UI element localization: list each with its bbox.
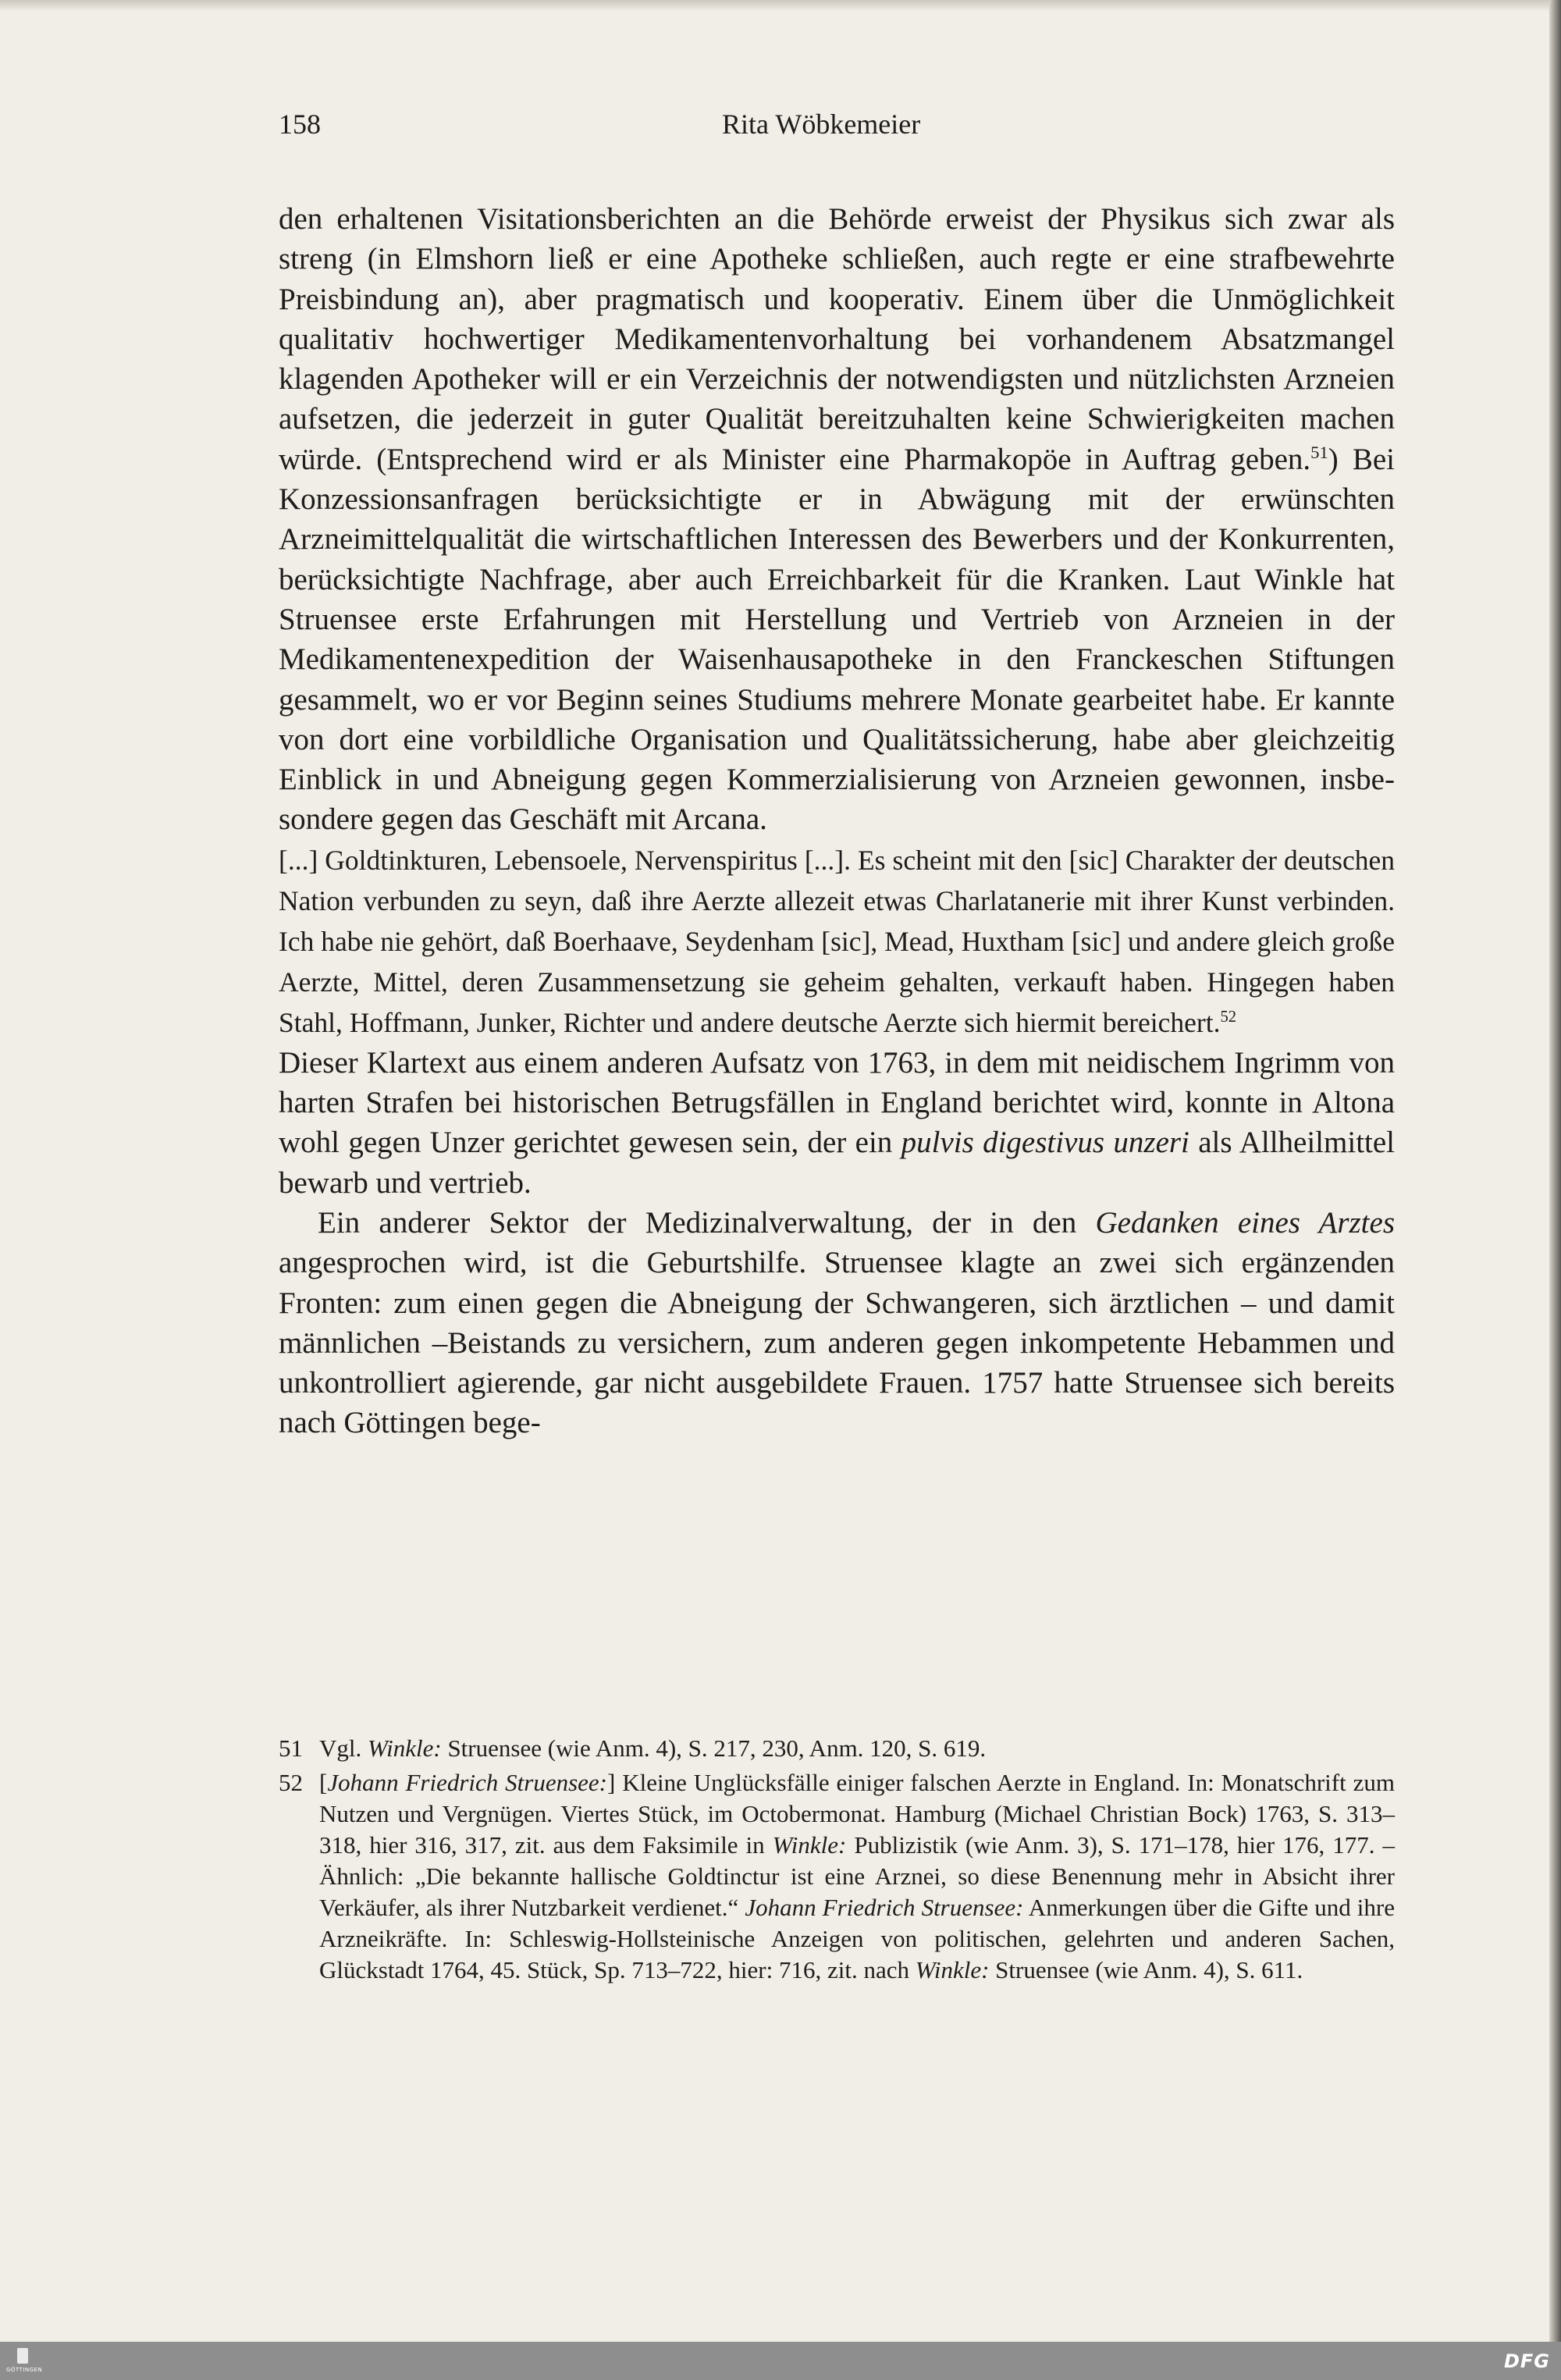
italic-run: Gedanken eines Arztes: [1095, 1205, 1395, 1240]
library-logo-icon: [17, 2348, 28, 2364]
text-run: Vgl.: [319, 1734, 368, 1762]
italic-run: Winkle:: [368, 1734, 442, 1762]
footnote-text: [319, 1769, 1395, 1983]
dfg-logo[interactable]: DFG: [1503, 2350, 1550, 2372]
library-logo-caption: GÖTTINGEN: [6, 2367, 43, 2373]
paragraph: [279, 1203, 1395, 1443]
main-text: [279, 199, 1395, 1443]
footnote: [279, 1767, 1395, 1986]
text-run: als Allheilmittel bewarb und vertrieb.: [279, 1126, 1396, 1200]
text-run: Anmerkungen über die Gifte und ihre Arzneikräfte. In: Schleswig-Hollsteinische Anzeigen von politischen, gelehrten und anderen Sachen, Glückstadt 1764, 45. Stück, Sp. 713–722, hier: 716, zit. nach: [319, 1894, 1395, 1983]
text-run: ) Bei Konzessionsanfragen berücksichtigte er in Abwägung mit der erwünschten Arzneimittelqualität die wirtschaftlichen Interessen des Bewerbers und der Konkurrenten, berücksichtigte Nachfrage, aber auch Erreichbarkeit für die Kranken. Laut Winkle hat Struensee erste Erfahrungen mit Herstellung und Vertrieb von Arzneien in der Medikamentenexpedition der Waisenhausapotheke in den Franckeschen Stiftungen gesammelt, wo er vor Beginn seines Studiums mehrere Monate gearbeitet habe. Er kannte von dort eine vorbildliche Organisation und Qualitätssicherung, habe aber gleichzeitig Einblick in und Abneigung gegen Kommerzialisierung von Arzneien gewonnen, insbesondere gegen das Geschäft mit Arcana.: [279, 442, 1395, 837]
page-number: 158: [279, 109, 321, 140]
text-run: Dieser Klartext aus einem anderen Aufsatz von 1763, in dem mit neidischem Ingrimm von harten Strafen bei historischen Betrugsfällen in England berichtet wird, konnte in Altona wohl gegen Unzer gerichtet gewesen sein, der ein: [279, 1045, 1395, 1160]
footnote: [279, 1733, 1395, 1764]
italic-run: Johann Friedrich Struensee:: [327, 1769, 607, 1796]
running-head: Rita Wöbkemeier: [722, 109, 921, 140]
viewer-bottom-bar: [0, 2342, 1561, 2380]
text-run: Ein anderer Sektor der Medizinalverwaltung, der in den: [318, 1205, 1096, 1240]
block-quote: [279, 840, 1395, 1043]
footnote-text: [319, 1734, 986, 1762]
text-run: den erhaltenen Visitationsberichten an die Behörde erweist der Physikus sich zwar als streng (in Elmshorn ließ er eine Apotheke schließen, auch regte er eine strafbewehrte Preisbindung an), aber pragmatisch und kooperativ. Einem über die Unmöglichkeit qualitativ hochwertiger Medikamentenvorhaltung bei vorhandenem Absatzmangel klagenden Apotheker will er ein Verzeichnis der notwendigsten und nützlichsten Arzneien aufsetzen, die jederzeit in guter Qualität bereitzuhalten keine Schwierigkeiten machen würde. (Entsprechend wird er als Minister eine Pharmakopöe in Auftrag geben.: [279, 202, 1395, 476]
paragraph: [279, 199, 1395, 840]
page-header: [279, 108, 1395, 147]
library-logo[interactable]: [6, 2346, 43, 2376]
text-run: [...] Goldtinkturen, Lebensoele, Nervenspiritus [...]. Es scheint mit den [sic] Charakter der deutschen Nation verbunden zu seyn, daß ihre Aerzte allezeit etwas Charlatanerie mit ihrer Kunst verbinden. Ich habe nie gehört, daß Boerhaave, Seydenham [sic], Mead, Huxtham [sic] und andere gleich große Aerzte, Mittel, deren Zusammensetzung sie geheim gehalten, verkauft haben. Hingegen haben Stahl, Hoffmann, Junker, Richter und andere deutsche Aerzte sich hiermit bereichert.: [279, 844, 1395, 1038]
page-right-edge: [1549, 0, 1561, 2342]
italic-run: Winkle:: [772, 1831, 847, 1859]
text-run: angesprochen wird, ist die Geburtshilfe. Struensee klagte an zwei sich ergänzenden Fronten: zum einen gegen die Abneigung der Schwangeren, sich ärztlichen – und damit männlichen –Beistands zu versichern, zum anderen gegen inkompetente Hebammen und unkontrolliert agierende, gar nicht ausgebildete Frauen. 1757 hatte Struensee sich bereits nach Göttingen bege-: [279, 1246, 1395, 1440]
text-run: Struensee (wie Anm. 4), S. 217, 230, Anm. 120, S. 619.: [441, 1734, 987, 1762]
text-run: [: [319, 1769, 328, 1796]
paragraph: [279, 1043, 1395, 1203]
text-run: Publizistik (wie Anm. 3), S. 171–178, hier 176, 177. – Ähnlich: „Die bekannte hallische Goldtinctur ist eine Arznei, so diese Benennung mehr in Absicht ihrer Verkäufer, als ihrer Nutzbarkeit verdienet.“: [319, 1831, 1396, 1921]
text-run: Struensee (wie Anm. 4), S. 611.: [989, 1956, 1303, 1983]
italic-run: Winkle:: [915, 1956, 990, 1983]
italic-run: Johann Friedrich Struensee:: [745, 1894, 1024, 1921]
footnote-number: 52: [279, 1769, 303, 1796]
footnotes: [279, 1733, 1395, 1986]
page-top-edge: [0, 0, 1549, 11]
italic-run: pulvis digestivus unzeri: [901, 1126, 1189, 1160]
text-run: ] Kleine Unglücksfälle einiger falschen Aerzte in England. In: Monatschrift zum Nutzen und Vergnügen. Viertes Stück, im Octobermonat. Hamburg (Michael Christian Bock) 1763, S. 313–318, hier 316, 317, zit. aus dem Faksimile in: [319, 1769, 1395, 1859]
footnote-ref: 51: [1310, 442, 1328, 462]
footnote-number: 51: [279, 1734, 303, 1762]
footnote-ref: 52: [1220, 1008, 1237, 1026]
